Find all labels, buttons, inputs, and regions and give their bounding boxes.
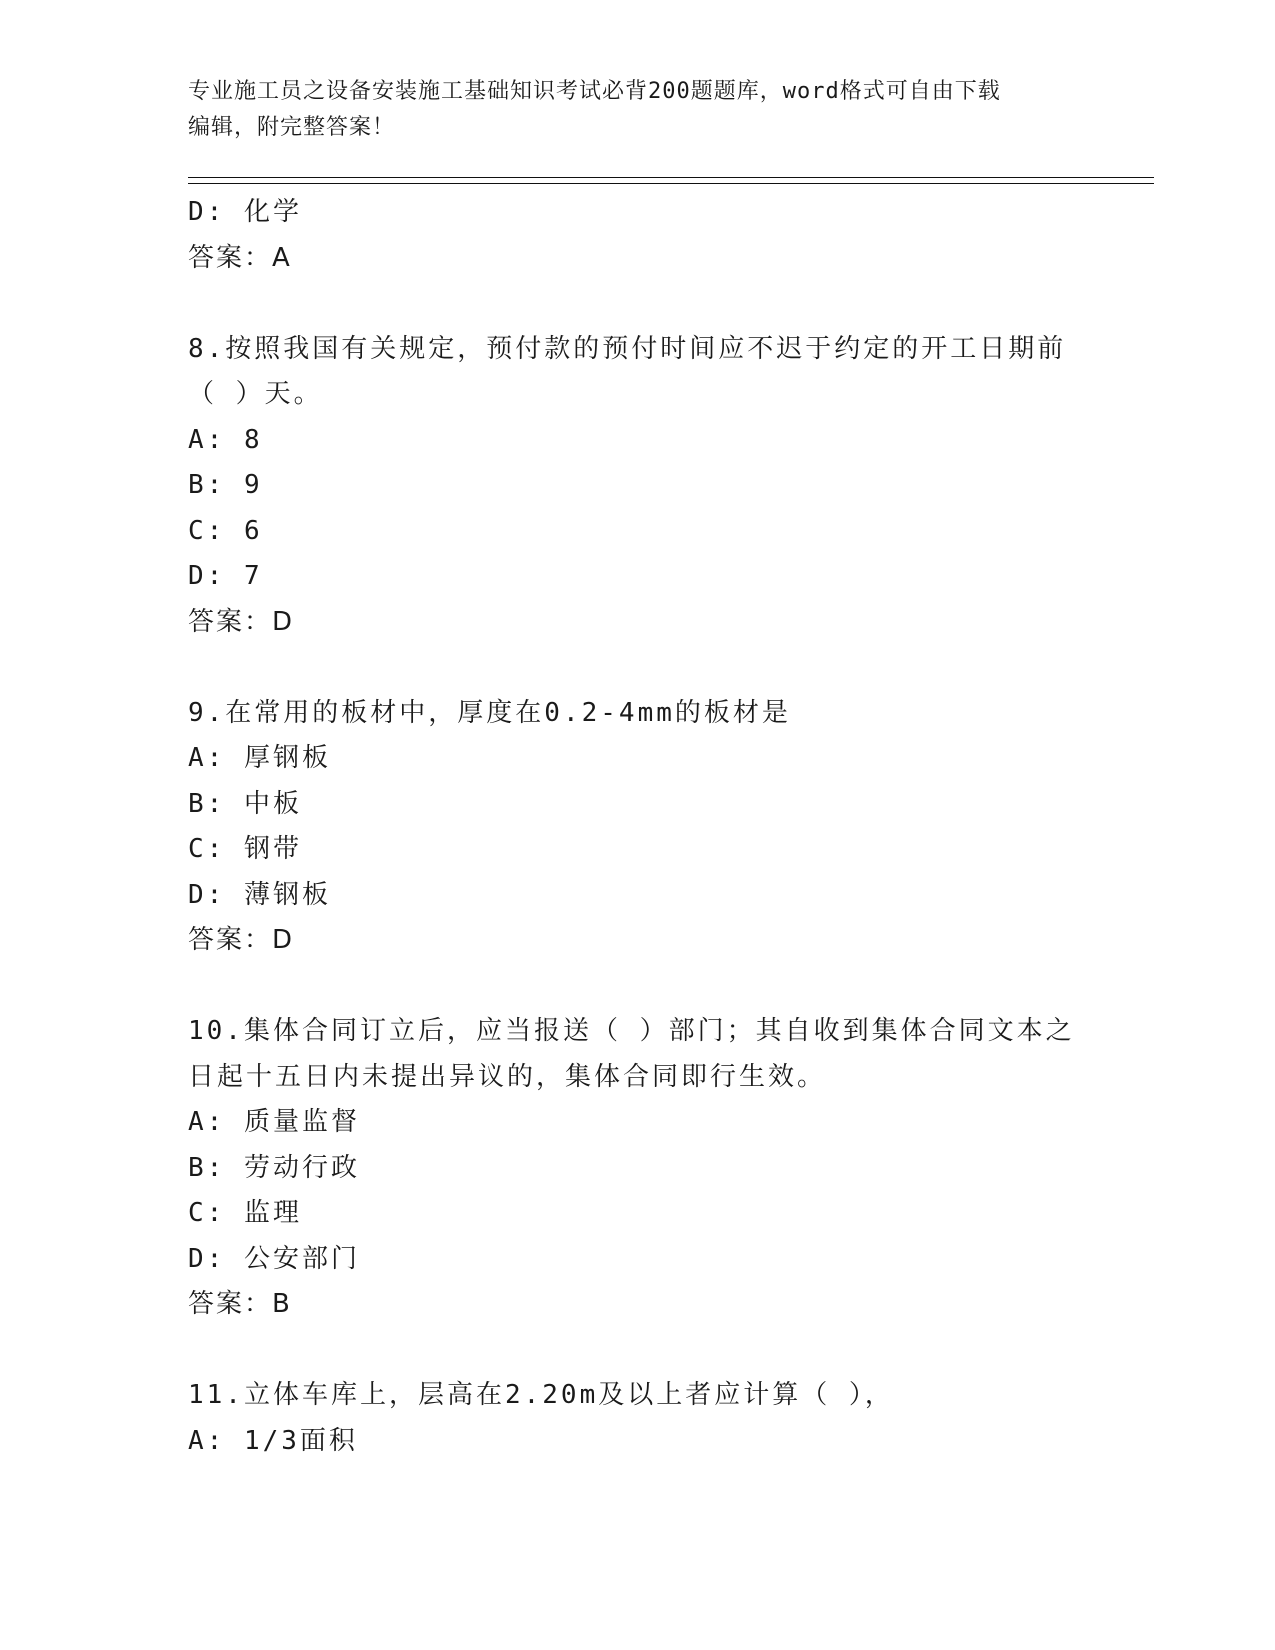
question-stem: 9.在常用的板材中，厚度在0.2-4mm的板材是 — [188, 697, 791, 728]
question-8 — [188, 327, 1088, 646]
option-d: D: 公安部门 — [188, 1243, 360, 1274]
question-stem: 11.立体车库上，层高在2.20m及以上者应计算（ ）， — [188, 1380, 894, 1410]
document-title-line-2: 编辑，附完整答案！ — [188, 115, 396, 140]
question-9 — [188, 691, 1088, 964]
option-d: D: 化学 — [188, 197, 302, 227]
answer: 答案：B — [188, 1289, 292, 1319]
option-a: A: 质量监督 — [188, 1107, 360, 1137]
option-a: A: 8 — [188, 424, 263, 455]
answer: 答案：A — [188, 242, 292, 273]
answer: 答案：D — [188, 606, 295, 637]
option-a: A: 1/3面积 — [188, 1425, 358, 1456]
question-stem: 8.按照我国有关规定，预付款的预付时间应不迟于约定的开工日期前 — [188, 333, 1067, 364]
spacer — [188, 964, 1088, 1010]
question-stem: 10.集体合同订立后，应当报送（ ）部门；其自收到集体合同文本之 — [188, 1016, 1075, 1046]
option-d: D: 7 — [188, 561, 263, 591]
option-b: B: 劳动行政 — [188, 1152, 360, 1183]
option-b: B: 9 — [188, 470, 263, 500]
document-title-line-1: 专业施工员之设备安装施工基础知识考试必背200题题库，word格式可自由下载 — [188, 79, 1001, 104]
question-11 — [188, 1373, 1088, 1464]
option-c: C: 6 — [188, 515, 263, 546]
question-10 — [188, 1009, 1088, 1328]
spacer — [188, 1328, 1088, 1374]
question-list — [188, 190, 1088, 1464]
answer: 答案：D — [188, 925, 295, 955]
question-7-tail — [188, 190, 1088, 281]
option-a: A: 厚钢板 — [188, 743, 331, 773]
question-stem-continued: （ ）天。 — [188, 379, 323, 409]
page-header — [188, 74, 1078, 146]
option-d: D: 薄钢板 — [188, 879, 331, 910]
spacer — [188, 645, 1088, 691]
option-b: B: 中板 — [188, 788, 302, 819]
spacer — [188, 281, 1088, 327]
question-stem-continued: 日起十五日内未提出异议的，集体合同即行生效。 — [188, 1061, 827, 1092]
option-c: C: 监理 — [188, 1198, 302, 1228]
option-c: C: 钢带 — [188, 834, 302, 864]
header-divider — [188, 177, 1154, 184]
